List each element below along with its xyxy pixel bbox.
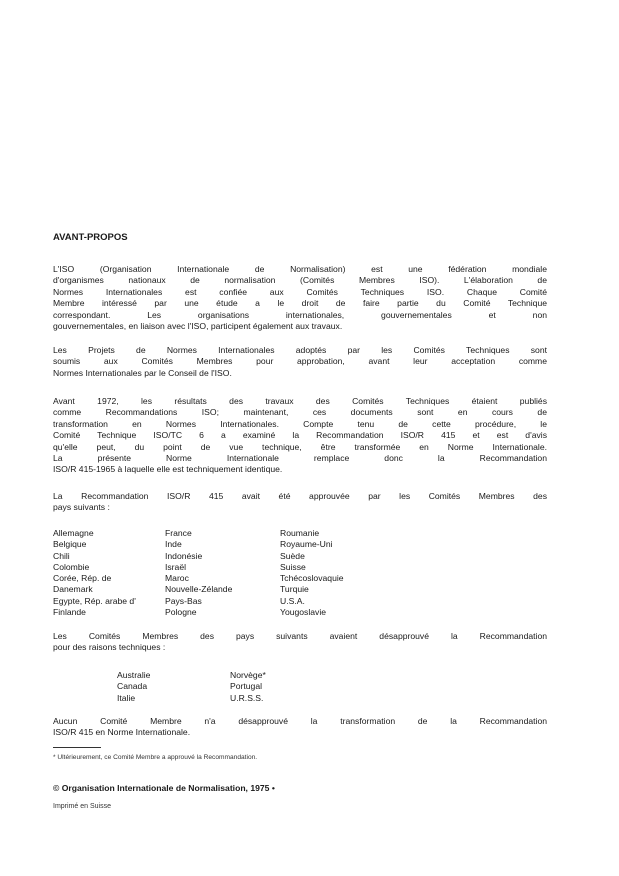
footnote-divider <box>53 747 101 748</box>
text-line: La Recommandation ISO/R 415 avait été approuvée par les Comités Membres des <box>53 491 547 501</box>
text-line: pays suivants : <box>53 502 110 513</box>
country-column <box>53 528 136 618</box>
text-line: Les Comités Membres des pays suivants avaient désapprouvé la Recommandation <box>53 631 547 641</box>
text-line: ISO/R 415-1965 à laquelle elle est techniquement identique. <box>53 464 283 475</box>
text-line: Membre intéressé par une étude a le droit de faire partie du Comité Technique <box>53 298 547 309</box>
paragraph-conclusion <box>53 716 547 739</box>
country: Nouvelle-Zélande <box>165 584 233 595</box>
text-line: Avant 1972, les résultats des travaux des Comités Techniques étaient publiés <box>53 396 547 406</box>
country: Corée, Rép. de <box>53 573 112 584</box>
text-line: L'ISO (Organisation Internationale de Normalisation) est une fédération mondiale <box>53 264 547 274</box>
country: Inde <box>165 539 182 550</box>
text-line: Normes Internationales par le Conseil de l'ISO. <box>53 367 232 378</box>
text-line: gouvernementales, en liaison avec l'ISO, participent également aux travaux. <box>53 321 343 332</box>
footnote: * Ultérieurement, ce Comité Membre a approuvé la Recommandation. <box>53 754 258 761</box>
country: Tchécoslovaquie <box>280 573 344 584</box>
country: Suède <box>280 550 305 561</box>
country: Pologne <box>165 607 197 618</box>
country-column <box>117 670 150 704</box>
country: Chili <box>53 550 70 561</box>
country: Pays-Bas <box>165 595 202 606</box>
country: Suisse <box>280 561 306 572</box>
page-title: AVANT-PROPOS <box>53 232 128 243</box>
country: Canada <box>117 681 148 692</box>
paragraph-intro <box>53 264 547 332</box>
paragraph-approval <box>53 491 547 514</box>
text-line: ISO/R 415 en Norme Internationale. <box>53 727 191 738</box>
country: Danemark <box>53 584 93 595</box>
approving-countries-table <box>53 528 547 620</box>
country: U.R.S.S. <box>230 692 264 703</box>
country: Turquie <box>280 584 309 595</box>
text-line: d'organismes nationaux de normalisation (Comités Membres ISO). L'élaboration de <box>53 275 547 286</box>
text-line: Les Projets de Normes Internationales adoptés par les Comités Techniques sont <box>53 345 547 355</box>
copyright-notice: © Organisation Internationale de Normalisation, 1975 • <box>53 783 275 793</box>
country: Yougoslavie <box>280 607 327 618</box>
country-column <box>165 528 232 618</box>
text-line: Normes Internationales est confiée aux Comités Techniques ISO. Chaque Comité <box>53 286 547 297</box>
country: Roumanie <box>280 528 320 538</box>
text-line: correspondant. Les organisations internationales, gouvernementales et non <box>53 309 547 320</box>
printed-in: Imprimé en Suisse <box>53 803 111 810</box>
country: Indonésie <box>165 550 203 561</box>
text-line: La présente Norme Internationale remplace donc la Recommandation <box>53 453 547 464</box>
country: Norvège* <box>230 670 266 680</box>
country-column <box>230 670 266 704</box>
country: Portugal <box>230 681 263 692</box>
country-column <box>280 528 344 618</box>
country: France <box>165 528 192 538</box>
country: Finlande <box>53 607 86 618</box>
country: Australie <box>117 670 151 680</box>
country: Allemagne <box>53 528 94 538</box>
country: Israël <box>165 561 187 572</box>
text-line: soumis aux Comités Membres pour approbation, avant leur acceptation comme <box>53 356 547 367</box>
paragraph-disapproval <box>53 631 547 654</box>
disapproving-countries-table <box>117 670 417 706</box>
text-line: Aucun Comité Membre n'a désapprouvé la transformation de la Recommandation <box>53 716 547 726</box>
country: Royaume-Uni <box>280 539 333 550</box>
text-line: Comité Technique ISO/TC 6 a examiné la Recommandation ISO/R 415 et est d'avis <box>53 430 547 441</box>
country: Colombie <box>53 561 90 572</box>
country: U.S.A. <box>280 595 305 606</box>
country: Italie <box>117 692 136 703</box>
country: Egypte, Rép. arabe d' <box>53 595 136 606</box>
text-line: qu'elle peut, du point de vue technique, être transformée en Norme Internationale. <box>53 441 547 452</box>
text-line: transformation en Normes Internationales. Compte tenu de cette procédure, le <box>53 418 547 429</box>
country: Maroc <box>165 573 189 584</box>
text-line: comme Recommandations ISO; maintenant, ces documents sont en cours de <box>53 407 547 418</box>
paragraph-history <box>53 396 547 476</box>
country: Belgique <box>53 539 87 550</box>
paragraph-projects <box>53 345 547 379</box>
text-line: pour des raisons techniques : <box>53 642 166 653</box>
